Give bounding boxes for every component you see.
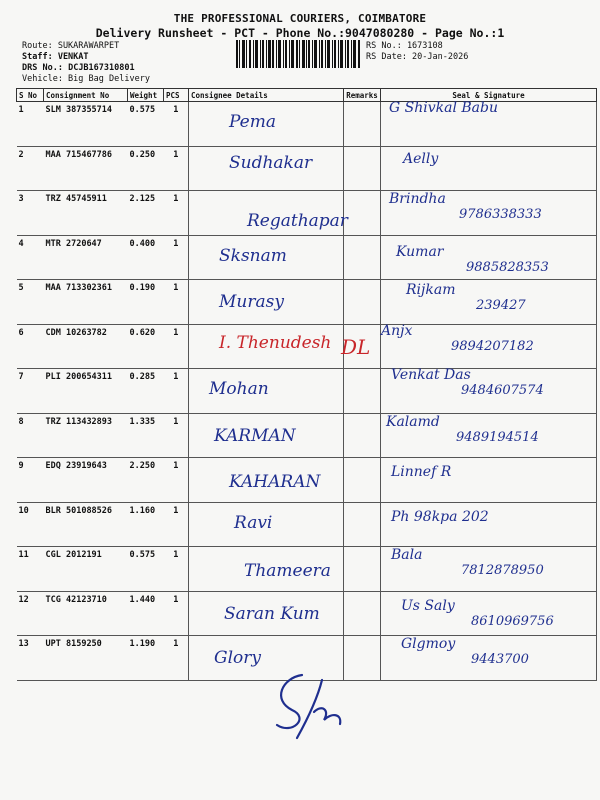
- weight-value: 2.125: [128, 191, 164, 236]
- remarks-cell: [344, 369, 381, 414]
- remarks-cell: [344, 102, 381, 147]
- receiver-phone-handwritten: 9489194514: [456, 429, 539, 445]
- seal-signature-cell: [381, 369, 597, 414]
- consignee-name-handwritten: Glory: [214, 648, 261, 668]
- receiver-phone-handwritten: 239427: [476, 298, 526, 313]
- seal-signature-cell: [381, 102, 597, 147]
- weight-value: 1.190: [128, 636, 164, 681]
- seal-signature-cell: [341, 322, 597, 369]
- row-sno: 10: [17, 502, 44, 547]
- pcs-value: 1: [164, 102, 189, 147]
- consignee-details-cell: [189, 369, 344, 414]
- weight-value: 0.575: [128, 102, 164, 147]
- row-sno: 11: [17, 547, 44, 592]
- consignee-details-cell: [189, 280, 344, 325]
- consignment-number: SLM 387355714: [44, 102, 128, 147]
- receiver-signature-handwritten: Anjx: [381, 322, 413, 339]
- consignee-name-handwritten: Saran Kum: [224, 603, 320, 624]
- weight-value: 0.190: [128, 280, 164, 325]
- table-row: [17, 146, 597, 191]
- pcs-value: 1: [164, 636, 189, 681]
- table-header-row: [17, 89, 597, 102]
- consignee-details-cell: [189, 458, 344, 503]
- receiver-phone-handwritten: 9894207182: [451, 338, 534, 354]
- consignee-name-handwritten: Mohan: [209, 379, 269, 399]
- remarks-cell: [344, 413, 381, 458]
- weight-value: 0.285: [128, 369, 164, 414]
- weight-value: 0.400: [128, 235, 164, 280]
- col-sno: S No: [17, 89, 44, 102]
- row-sno: 1: [17, 102, 44, 147]
- table-row: [17, 369, 597, 414]
- weight-value: 0.250: [128, 146, 164, 191]
- pcs-value: 1: [164, 502, 189, 547]
- receiver-signature-handwritten: Venkat Das: [391, 367, 471, 383]
- seal-signature-cell: [381, 413, 597, 458]
- remarks-cell: [344, 280, 381, 325]
- table-row: [17, 458, 597, 503]
- table-row: [17, 191, 597, 236]
- pcs-value: 1: [164, 191, 189, 236]
- row-sno: 6: [17, 324, 44, 369]
- col-remarks: Remarks: [344, 89, 381, 102]
- consignee-details-cell: [189, 102, 344, 147]
- receiver-signature-handwritten: Linnef R: [391, 464, 452, 480]
- row-sno: 2: [17, 146, 44, 191]
- row-sno: 8: [17, 413, 44, 458]
- consignee-name-handwritten: Sksnam: [219, 245, 287, 266]
- row-sno: 9: [17, 458, 44, 503]
- remarks-cell: [344, 458, 381, 503]
- company-name: THE PROFESSIONAL COURIERS, COIMBATORE: [173, 12, 427, 25]
- pcs-value: 1: [164, 547, 189, 592]
- receiver-phone-handwritten: 8610969756: [471, 613, 554, 629]
- pcs-value: 1: [164, 413, 189, 458]
- drs-number: [22, 63, 150, 74]
- col-weight: Weight: [128, 89, 164, 102]
- runsheet-table: [16, 88, 597, 681]
- pcs-value: 1: [164, 235, 189, 280]
- remarks-cell: [344, 235, 381, 280]
- col-details: Consignee Details: [189, 89, 344, 102]
- pcs-value: 1: [164, 591, 189, 636]
- consignee-details-cell: [189, 502, 344, 547]
- runsheet-title: Delivery Runsheet - PCT - Phone No.:9047080280 - Page No.:1: [95, 26, 505, 40]
- consignee-name-handwritten: Thameera: [244, 561, 331, 581]
- row-sno: 3: [17, 191, 44, 236]
- weight-value: 2.250: [128, 458, 164, 503]
- table-row: [17, 547, 597, 592]
- weight-value: 1.335: [128, 413, 164, 458]
- receiver-phone-handwritten: 7812878950: [461, 563, 544, 578]
- receiver-signature-handwritten: Bala: [391, 547, 423, 563]
- seal-signature-cell: [381, 235, 597, 280]
- col-consignment: Consignment No: [44, 89, 128, 102]
- receiver-signature-handwritten: Kalamd: [386, 413, 440, 430]
- col-signature: Seal & Signature: [381, 89, 597, 102]
- receiver-signature-handwritten: Kumar: [396, 243, 444, 260]
- pcs-value: 1: [164, 369, 189, 414]
- weight-value: 1.440: [128, 591, 164, 636]
- remarks-cell: [344, 547, 381, 592]
- consignee-details-cell: [189, 547, 344, 592]
- remarks-cell: [344, 502, 381, 547]
- remarks-cell: [344, 591, 381, 636]
- remarks-cell: [344, 191, 381, 236]
- consignee-details-cell: [189, 591, 344, 636]
- receiver-signature-handwritten: Rijkam: [406, 282, 456, 298]
- consignment-number: TRZ 113432893: [44, 413, 128, 458]
- table-row: [17, 591, 597, 636]
- table-row: [17, 235, 597, 280]
- pcs-value: 1: [164, 458, 189, 503]
- consignment-number: EDQ 23919643: [44, 458, 128, 503]
- table-row: [17, 280, 597, 325]
- weight-value: 0.575: [128, 547, 164, 592]
- consignee-name-handwritten: Pema: [229, 112, 276, 132]
- weight-value: 0.620: [128, 324, 164, 369]
- consignee-name-handwritten: Regathapar: [247, 211, 348, 231]
- receiver-phone-handwritten: 9443700: [471, 652, 529, 667]
- consignment-number: MAA 715467786: [44, 146, 128, 191]
- consignment-number: PLI 200654311: [44, 369, 128, 414]
- receiver-phone-handwritten: 9885828353: [466, 259, 549, 275]
- receiver-phone-handwritten: 9484607574: [461, 383, 544, 398]
- pcs-value: 1: [164, 324, 189, 369]
- consignee-details-cell: [189, 324, 344, 369]
- consignee-details-cell: [189, 235, 344, 280]
- drs-label: DRS No.:: [22, 63, 63, 73]
- seal-signature-cell: [381, 146, 597, 191]
- row-sno: 13: [17, 636, 44, 681]
- consignee-name-handwritten: I. Thenudesh: [219, 332, 332, 353]
- vehicle-label: Vehicle: Big Bag Delivery: [22, 74, 150, 84]
- table-row: [17, 413, 597, 458]
- seal-signature-cell: [381, 280, 597, 325]
- pcs-value: 1: [164, 280, 189, 325]
- receiver-phone-handwritten: 9786338333: [459, 207, 542, 222]
- receiver-signature-handwritten: Glgmoy: [401, 636, 456, 652]
- consignee-details-cell: [189, 191, 348, 236]
- consignee-name-handwritten: Murasy: [219, 292, 284, 312]
- barcode-image: [236, 40, 360, 68]
- consignment-number: CGL 2012191: [44, 547, 128, 592]
- consignment-number: TCG 42123710: [44, 591, 128, 636]
- pcs-value: 1: [164, 146, 189, 191]
- consignee-details-cell: [189, 413, 344, 458]
- row-sno: 5: [17, 280, 44, 325]
- consignee-name-handwritten: KARMAN: [214, 425, 296, 446]
- seal-signature-cell: [381, 191, 597, 236]
- table-row: [17, 324, 597, 369]
- drs-value: DCJB167310801: [68, 63, 135, 73]
- consignment-number: UPT 8159250: [44, 636, 128, 681]
- consignment-number: CDM 10263782: [44, 324, 128, 369]
- seal-signature-cell: [381, 591, 597, 636]
- seal-signature-cell: [381, 636, 597, 681]
- receiver-signature-handwritten: Aelly: [403, 150, 439, 167]
- red-remark-mark: DL: [341, 334, 371, 359]
- seal-signature-cell: [381, 458, 597, 503]
- seal-signature-cell: [381, 502, 597, 547]
- consignee-name-handwritten: Sudhakar: [229, 152, 313, 173]
- remarks-cell: [344, 146, 381, 191]
- handwritten-signature: [262, 670, 362, 740]
- table-row: [17, 502, 597, 547]
- receiver-signature-handwritten: Us Saly: [401, 597, 455, 614]
- weight-value: 1.160: [128, 502, 164, 547]
- route-info: [22, 41, 150, 85]
- rs-number: RS No.: 1673108: [366, 41, 443, 51]
- receiver-signature-handwritten: Ph 98kpa 202: [391, 508, 489, 525]
- consignment-number: BLR 501088526: [44, 502, 128, 547]
- row-sno: 7: [17, 369, 44, 414]
- col-pcs: PCS: [164, 89, 189, 102]
- row-sno: 4: [17, 235, 44, 280]
- consignee-name-handwritten: Ravi: [234, 512, 273, 533]
- consignment-number: MTR 2720647: [44, 235, 128, 280]
- consignment-number: TRZ 45745911: [44, 191, 128, 236]
- consignee-name-handwritten: KAHARAN: [229, 472, 321, 492]
- rs-info: [366, 41, 468, 63]
- consignee-details-cell: [189, 146, 344, 191]
- seal-signature-cell: [381, 547, 597, 592]
- row-sno: 12: [17, 591, 44, 636]
- receiver-signature-handwritten: Brindha: [389, 191, 446, 207]
- route-label: Route: SUKARAWARPET: [22, 41, 120, 51]
- consignment-number: MAA 713302361: [44, 280, 128, 325]
- table-row: [17, 102, 597, 147]
- rs-date: RS Date: 20-Jan-2026: [366, 52, 469, 62]
- staff-label: Staff: VENKAT: [22, 52, 89, 62]
- receiver-signature-handwritten: G Shivkal Babu: [389, 100, 498, 116]
